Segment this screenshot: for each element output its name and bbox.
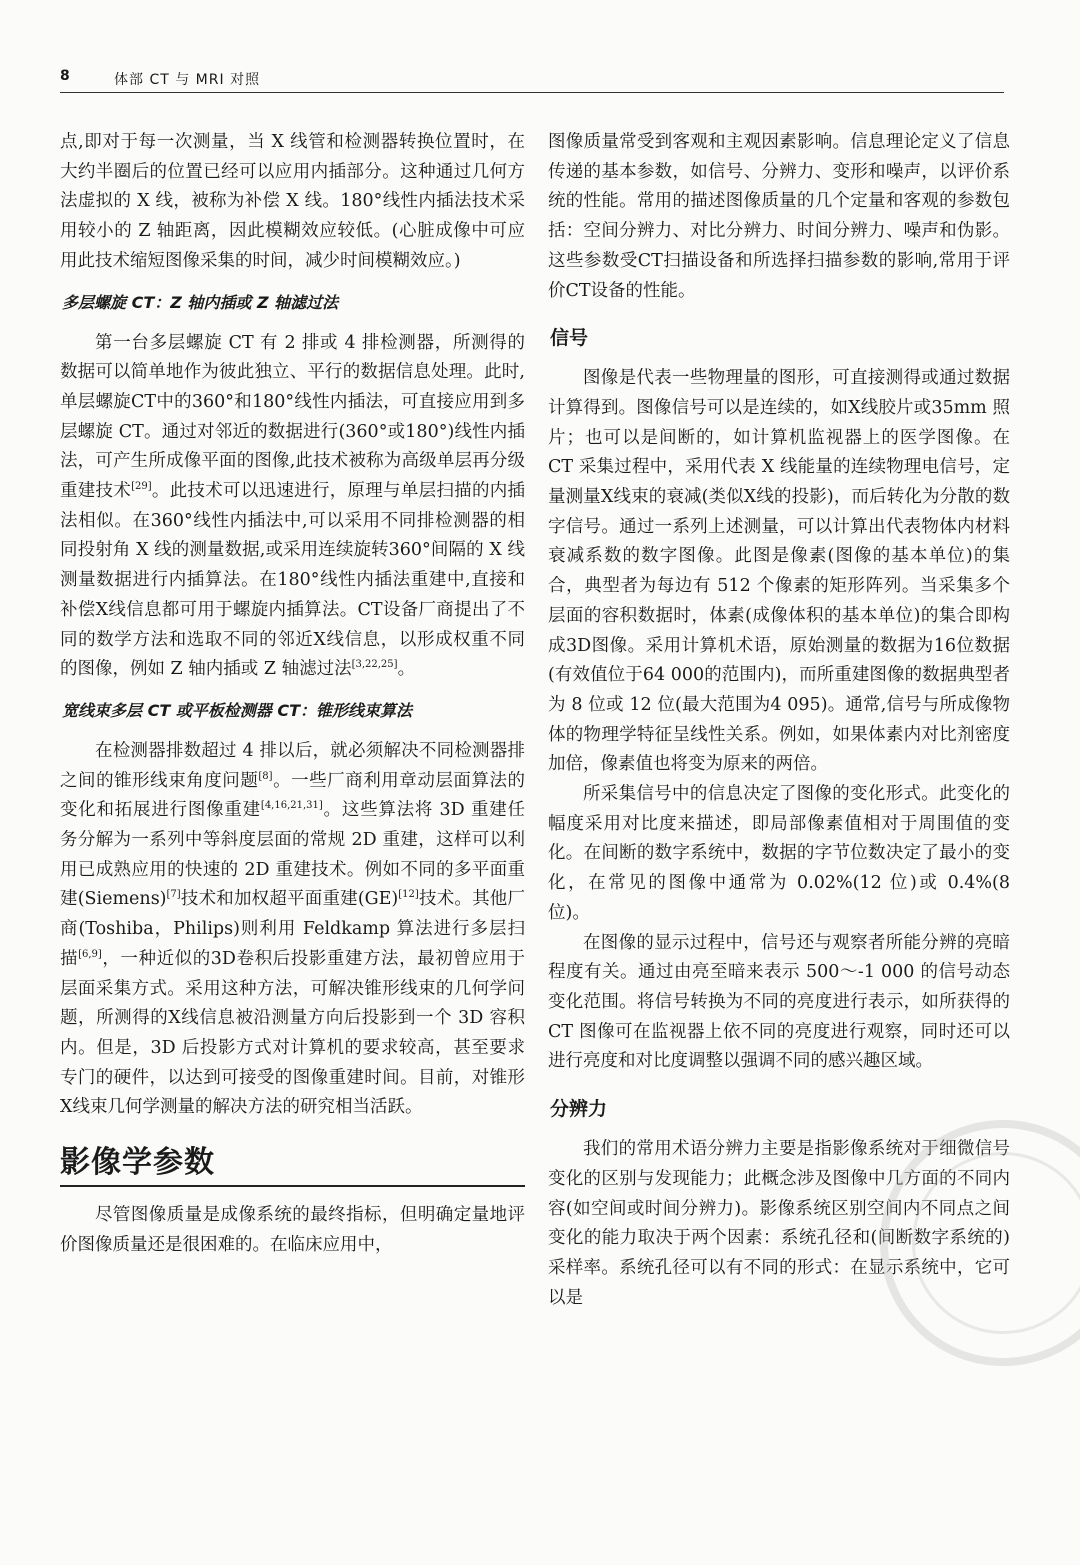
- paragraph: 尽管图像质量是成像系统的最终指标，但明确定量地评价图像质量还是很困难的。在临床应用中，: [60, 1205, 525, 1255]
- citation: [6,9]: [78, 949, 102, 961]
- running-title: 体部 CT 与 MRI 对照: [114, 72, 261, 88]
- citation: [8]: [258, 770, 273, 782]
- paragraph: 在图像的显示过程中，信号还与观察者所能分辨的亮暗程度有关。通过由亮至暗来表示 500～-1 000 的信号动态变化范围。将信号转换为不同的亮度进行表示，如所获得的 CT 图像可在监视器上依不同的亮度进行观察，同时还可以进行亮度和对比度调整以强调不同的感兴趣区域。: [548, 932, 1010, 1072]
- subheading-multislice-spiral-ct: 多层螺旋 CT：Z 轴内插或 Z 轴滤过法: [62, 292, 339, 312]
- paragraph: 所采集信号中的信息决定了图像的变化形式。此变化的幅度采用对比度来描述，即局部像素值相对于周围值的变化。在间断的数字系统中，数据的字节位数决定了最小的变化，在常见的图像中通常为 0.02%(12 位)或 0.4%(8 位)。: [548, 784, 1010, 923]
- citation: [29]: [131, 481, 152, 493]
- text-run: ，一种近似的3D卷积后投影重建方法，最初曾应用于层面采集方式。采用这种方法，可解决锥形线束的几何学问题，所测得的X线信息被沿测量方向后投影到一个 3D 容积内。但是，3D 后投影方式对计算机的要求较高，甚至要求专门的硬件，以达到可接受的图像重建时间。目前，对锥形X线束几何学测量的解决方法的研究相当活跃。: [60, 948, 526, 1118]
- subheading-cone-beam: 宽线束多层 CT 或平板检测器 CT：锥形线束算法: [62, 700, 413, 720]
- citation: [3,22,25]: [351, 659, 398, 671]
- text-run: 。此技术可以迅速进行，原理与单层扫描的内插法相似。在360°线性内插法中,可以采用不同排检测器的相同投射角 X 线的测量数据,或采用连续旋转360°间隔的 X 线测量数据进行内插算法。在180°线性内插法重建中,直接和补偿X线信息都可用于螺旋内插算法。CT设备厂商提出了不同的数学方法和选取不同的邻近X线信息，以形成权重不同的图像，例如 Z 轴内插或 Z 轴滤过法: [60, 481, 526, 680]
- text-run: 在检测器排数超过 4 排以后，就必须解决不同检测器排之间的锥形线束角度问题: [60, 740, 525, 791]
- text-run: 。: [397, 659, 416, 680]
- section-title-imaging-parameters: 影像学参数: [60, 1143, 525, 1187]
- paragraph: [60, 329, 525, 685]
- paragraph: 图像是代表一些物理量的图形，可直接测得或通过数据计算得到。图像信号可以是连续的，如X线胶片或35mm 照片；也可以是间断的，如计算机监视器上的医学图像。在 CT 采集过程中，采用代表 X 线能量的连续物理电信号，定量测量X线束的衰减(类似X线的投影)，而后转化为分散的数字信号。通过一系列上述测量，可以计算出代表物体内材料衰减系数的数字图像。此图是像素(图像的基本单位)的集合，典型者为每边有 512 个像素的矩形阵列。当采集多个层面的容积数据时，体素(成像体积的基本单位)的集合即构成3D图像。采用计算机术语，原始测量的数据为16位数据(有效值位于64 000的范围内)，而所重建图像的数据典型者为 8 位或 12 位(最大范围为4 095)。通常,信号与所成像物体的物理学特征呈线性关系。例如，如果体素内对比剂密度加倍，像素值也将变为原来的两倍。: [548, 368, 1010, 775]
- heading-signal: 信号: [550, 327, 589, 350]
- text-run: 。一些厂商利用章动层面算法的变化和拓展进行图像重建: [60, 770, 526, 821]
- left-column: [60, 128, 525, 1261]
- paragraph: [60, 737, 525, 1123]
- paragraph: 点,即对于每一次测量，当 X 线管和检测器转换位置时，在大约半圈后的位置已经可以应用内插部分。这种通过几何方法虚拟的 X 线，被称为补偿 X 线。180°线性内插法技术采用较小的 Z 轴距离，因此模糊效应较低。(心脏成像中可应用此技术缩短图像采集的时间，减少时间模糊效应。): [60, 132, 525, 271]
- heading-resolution: 分辨力: [550, 1098, 608, 1121]
- paragraph: 图像质量常受到客观和主观因素影响。信息理论定义了信息传递的基本参数，如信号、分辨力、变形和噪声，以评价系统的性能。常用的描述图像质量的几个定量和客观的参数包括：空间分辨力、对比分辨力、时间分辨力、噪声和伪影。这些参数受CT扫描设备和所选择扫描参数的影响,常用于评价CT设备的性能。: [548, 132, 1010, 301]
- page-number: 8: [60, 68, 70, 84]
- citation: [7]: [166, 889, 181, 901]
- text-run: 技术。其他厂商(Toshiba，Philips)则利用 Feldkamp 算法进行多层扫描: [60, 889, 525, 969]
- citation: [12]: [398, 889, 419, 901]
- text-run: 第一台多层螺旋 CT 有 2 排或 4 排检测器，所测得的数据可以简单地作为彼此独立、平行的数据信息处理。此时,单层螺旋CT中的360°和180°线性内插法，可直接应用到多层螺旋 CT。通过对邻近的数据进行(360°或180°)线性内插法，可产生所成像平面的图像,此技术被称为高级单层再分级重建技术: [60, 332, 525, 502]
- paragraph: 我们的常用术语分辨力主要是指影像系统对于细微信号变化的区别与发现能力；此概念涉及图像中几方面的不同内容(如空间或时间分辨力)。影像系统区别空间内不同点之间变化的能力取决于两个因素：系统孔径和(间断数字系统的)采样率。系统孔径可以有不同的形式：在显示系统中，它可以是: [548, 1139, 1010, 1308]
- citation: [4,16,21,31]: [260, 800, 323, 812]
- running-header: [60, 66, 1004, 93]
- text-run: 。这些算法将 3D 重建任务分解为一系列中等斜度层面的常规 2D 重建，这样可以利用已成熟应用的快速的 2D 重建技术。例如不同的多平面重建(Siemens): [60, 800, 526, 910]
- stamp-inner-ring: [886, 1126, 1080, 1359]
- text-run: 技术和加权超平面重建(GE): [180, 889, 399, 910]
